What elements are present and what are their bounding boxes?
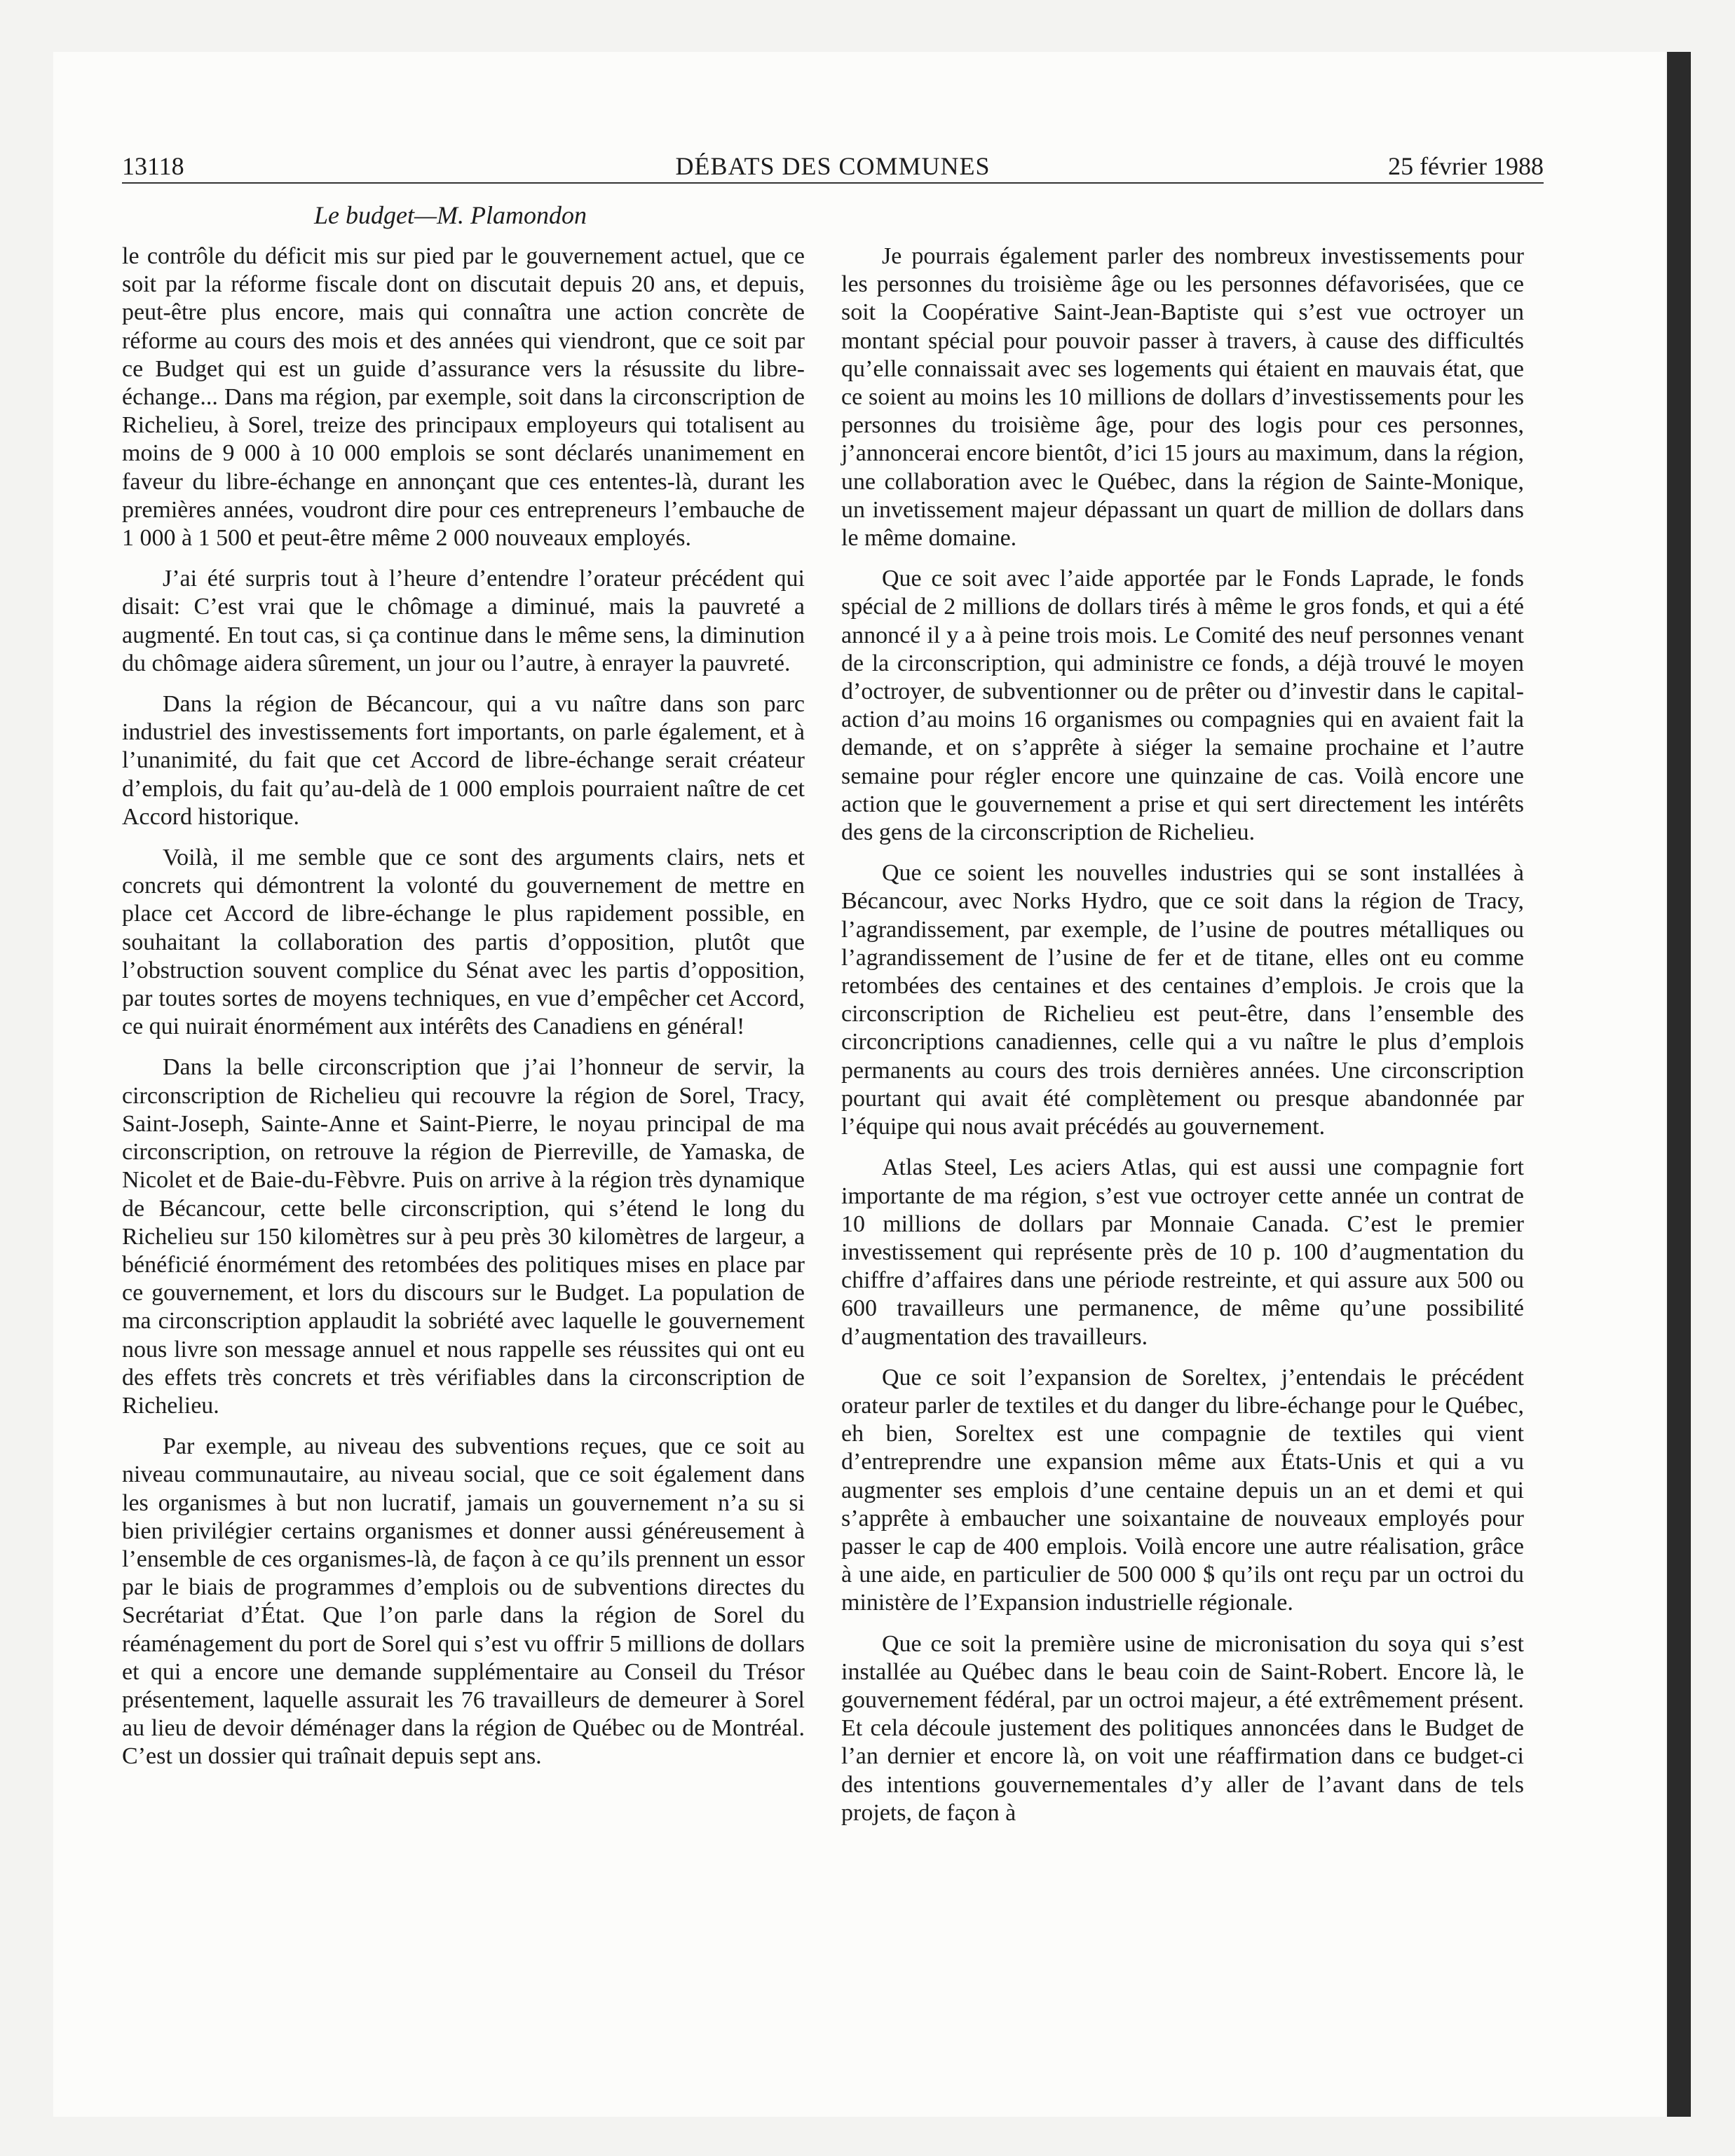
paragraph: Que ce soient les nouvelles industries qui se sont installées à Bécancour, avec Norks Hydro, que ce soit dans la région de Tracy, l’agrandissement, par exemple, de l’usine de poutres métalliques ou l’agrandissement de l’usine de fer et de titane, elles ont eu comme retombées des centaines et des centaines d’emplois. Je crois que la circonscription de Richelieu est peut-être, dans l’ensemble des circoncriptions canadiennes, celle qui a vu naître le plus d’emplois permanents au cours des trois dernières années. Une circonscription pourtant qui avait été complètement ou presque abandonnée par l’équipe qui nous avait précédés au gouvernement. [841,860,1524,1140]
paragraph: Atlas Steel, Les aciers Atlas, qui est aussi une compagnie fort importante de ma région, s’est vue octroyer cette année un contrat de 10 millions de dollars par Monnaie Canada. C’est le premier investissement qui représente près de 10 p. 100 d’augmentation du chiffre d’affaires dans une période restreinte, et qui assure aux 500 ou 600 travailleurs une permanence, de même qu’une possibilité d’augmentation des travailleurs. [841,1154,1524,1350]
paragraph: Que ce soit avec l’aide apportée par le Fonds Laprade, le fonds spécial de 2 millions de dollars tirés à même le gros fonds, et qui a été annoncé il y a à peine trois mois. Le Comité des neuf personnes venant de la circonscription, qui administre ce fonds, a déjà trouvé le moyen d’octroyer, de subventionner ou de prêter ou d’investir dans le capital-action d’au moins 16 organismes ou compagnies qui en avaient fait la demande, et on s’apprête à siéger la semaine prochaine et l’autre semaine pour régler encore une quinzaine de cas. Voilà encore une action que le gouvernement a prise et qui sert directement les intérêts des gens de la circonscription de Richelieu. [841,566,1524,846]
publication-title: DÉBATS DES COMMUNES [675,152,991,180]
right-column [841,243,1524,1840]
page-number: 13118 [122,152,184,180]
paragraph: J’ai été surpris tout à l’heure d’entendre l’orateur précédent qui disait: C’est vrai que le chômage a diminué, mais la pauvreté a augmenté. En tout cas, si ça continue dans le même sens, la diminution du chômage aidera sûrement, un jour ou l’autre, à enrayer la pauvreté. [122,566,805,676]
left-column [122,243,805,1784]
scan-edge [1667,52,1691,2117]
paragraph: Par exemple, au niveau des subventions reçues, que ce soit au niveau communautaire, au niveau social, que ce soit également dans les organismes à but non lucratif, jamais un gouvernement n’a su si bien privilégier certains organismes et donner aussi généreusement à l’ensemble de ces organismes-là, de façon à ce qu’ils prennent un essor par le biais de programmes d’emplois ou de subventions directes du Secrétariat d’État. Que l’on parle dans la région de Sorel du réaménagement du port de Sorel qui s’est vu offrir 5 millions de dollars et qui a encore une demande supplémentaire au Conseil du Trésor présentement, laquelle assurait les 76 travailleurs de demeurer à Sorel au lieu de devoir déménager dans la région de Québec ou de Montréal. C’est un dossier qui traînait depuis sept ans. [122,1433,805,1770]
section-subheader: Le budget—M. Plamondon [314,201,587,229]
publication-date: 25 février 1988 [1388,152,1544,180]
paragraph: Je pourrais également parler des nombreux investissements pour les personnes du troisième âge ou les personnes défavorisées, que ce soit la Coopérative Saint-Jean-Baptiste qui s’est vue octroyer un montant spécial pour pouvoir passer à travers, à cause des difficultés qu’elle connaissait avec ses logements qui étaient en mauvais état, que ce soient au moins les 10 millions de dollars d’investissements pour les personnes du troisième âge, pour des logis pour ces personnes, j’annoncerai encore bientôt, d’ici 15 jours au maximum, dans la région, une collaboration avec le Québec, dans la région de Sainte-Monique, un invetissement majeur dépassant un quart de million de dollars dans le même domaine. [841,243,1524,552]
paragraph: Dans la belle circonscription que j’ai l’honneur de servir, la circonscription de Richelieu qui recouvre la région de Sorel, Tracy, Saint-Joseph, Sainte-Anne et Saint-Pierre, le noyau principal de ma circonscription, on retrouve la région de Pierreville, de Yamaska, de Nicolet et de Baie-du-Fèbvre. Puis on arrive à la région très dynamique de Bécancour, cette belle circonscription, qui s’étend le long du Richelieu sur 150 kilomètres sur à peu près 30 kilomètres de largeur, a bénéficié énormément des retombées des politiques mises en place par ce gouvernement, et lors du discours sur le Budget. La population de ma circonscription applaudit la sobriété avec laquelle le gouvernement nous livre son message annuel et nous rappelle ses réussites qui ont eu des effets très concrets et très vérifiables dans la circonscription de Richelieu. [122,1054,805,1419]
paragraph: Voilà, il me semble que ce sont des arguments clairs, nets et concrets qui démontrent la volonté du gouvernement de mettre en place cet Accord de libre-échange le plus rapidement possible, en souhaitant la collaboration des partis d’opposition, plutôt que l’obstruction souvent complice du Sénat avec les partis d’opposition, par toutes sortes de moyens techniques, en vue d’empêcher cet Accord, ce qui nuirait énormément aux intérêts des Canadiens en général! [122,845,805,1040]
page-header [122,150,1544,184]
paragraph: Que ce soit la première usine de micronisation du soya qui s’est installée au Québec dans le beau coin de Saint-Robert. Encore là, le gouvernement fédéral, par un octroi majeur, a été extrêmement présent. Et cela découle justement des politiques annoncées dans le Budget de l’an dernier et encore là, on voit une réaffirmation dans ce budget-ci des intentions gouvernementales d’y aller de l’avant dans de tels projets, de façon à [841,1630,1524,1826]
paragraph: Dans la région de Bécancour, qui a vu naître dans son parc industriel des investissements fort importants, on parle également, et à l’unanimité, du fait que cet Accord de libre-échange serait créateur d’emplois, du fait qu’au-delà de 1 000 emplois pourraient naître de cet Accord historique. [122,691,805,830]
paragraph: le contrôle du déficit mis sur pied par le gouvernement actuel, que ce soit par la réforme fiscale dont on discutait depuis 20 ans, et depuis, peut-être plus encore, mais qui connaîtra une action concrète de réforme au cours des mois et des années qui viendront, que ce soit par ce Budget qui est un guide d’assurance vers la résussite du libre-échange... Dans ma région, par exemple, soit dans la circonscription de Richelieu, à Sorel, treize des principaux employeurs qui totalisent au moins de 9 000 à 10 000 emplois se sont déclarés unanimement en faveur du libre-échange en annonçant que ces ententes-là, durant les premières années, voudront dire pour ces entrepreneurs l’embauche de 1 000 à 1 500 et peut-être même 2 000 nouveaux employés. [122,243,805,552]
paragraph: Que ce soit l’expansion de Soreltex, j’entendais le précédent orateur parler de textiles et du danger du libre-échange pour le Québec, eh bien, Soreltex est une compagnie de textiles qui vient d’entreprendre une expansion même aux États-Unis et qui a vu augmenter ses emplois d’une centaine depuis un an et demi et qui s’apprête à embaucher une soixantaine de nouveaux employés pour passer le cap de 400 emplois. Voilà encore une autre réalisation, grâce à une aide, en particulier de 500 000 $ qu’ils ont reçu par un octroi du ministère de l’Expansion industrielle régionale. [841,1364,1524,1616]
